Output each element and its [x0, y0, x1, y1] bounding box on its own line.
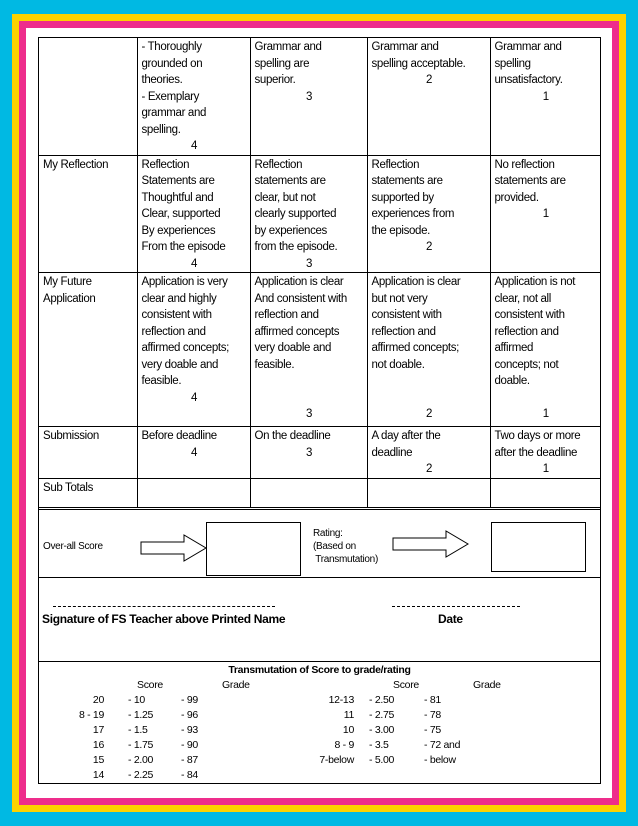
- rubric-cell-text: Statements are: [141, 175, 215, 187]
- criteria-cell: Submission: [39, 427, 137, 479]
- rubric-score: 3: [305, 257, 313, 270]
- transmutation-score: 14: [92, 769, 104, 781]
- rubric-cell-text: Grammar and: [371, 41, 439, 53]
- transmutation-row: [39, 769, 600, 783]
- rubric-score: 1: [542, 463, 549, 475]
- rubric-cell-text: statements are: [494, 175, 566, 187]
- rubric-cell-text: clear, but not: [254, 191, 316, 204]
- rubric-cell-text: clear, not all: [494, 292, 551, 305]
- rubric-cell-text: from the episode.: [254, 241, 338, 253]
- rubric-cell-text: By experiences: [141, 224, 216, 237]
- rubric-cell: [367, 427, 490, 479]
- transmutation-row: [39, 754, 600, 768]
- rubric-row: [39, 273, 600, 427]
- transmutation-score: 12-13: [328, 694, 354, 706]
- rubric-cell: [490, 155, 600, 273]
- date-label: Date: [438, 612, 463, 626]
- rubric-cell-text: Application is not: [494, 276, 576, 288]
- rubric-cell-text: consistent with: [141, 309, 212, 321]
- rubric-cell: [250, 273, 367, 427]
- rubric-cell: [490, 427, 600, 479]
- transmutation-score: 16: [92, 739, 104, 751]
- rubric-cell-text: clear and highly: [141, 292, 217, 305]
- rubric-cell-text: spelling: [494, 57, 531, 70]
- rubric-cell: [490, 273, 600, 427]
- transmutation-score: 10: [342, 724, 354, 736]
- rubric-cell-text: feasible.: [141, 375, 182, 387]
- rubric-cell: [490, 479, 600, 508]
- rubric-score: 1: [542, 90, 549, 103]
- rubric-cell-text: superior.: [254, 74, 296, 86]
- transmutation-rating: - 3.00: [369, 724, 395, 736]
- rubric-cell-text: A day after the: [371, 430, 441, 442]
- rubric-cell-text: reflection and: [141, 325, 206, 338]
- rubric-cell-text: On the deadline: [254, 430, 331, 442]
- rubric-cell-text: supported by: [371, 191, 434, 204]
- rubric-row: [39, 427, 600, 479]
- rubric-cell-text: affirmed concepts;: [141, 342, 229, 354]
- rubric-cell-text: but not very: [371, 292, 428, 305]
- rubric-score: 4: [190, 391, 198, 404]
- rubric-cell: [137, 38, 250, 155]
- rubric-cell-text: spelling are: [254, 57, 310, 70]
- rubric-cell-text: deadline: [371, 446, 413, 459]
- transmutation-score: 17: [92, 724, 104, 736]
- right-grade-header: Grade: [473, 679, 501, 691]
- rubric-score: 2: [425, 241, 433, 253]
- date-line[interactable]: [392, 606, 520, 607]
- transmutation-grade: - 78: [424, 709, 441, 721]
- rubric-cell-text: Application is clear: [254, 276, 344, 288]
- rubric-cell-text: unsatisfactory.: [494, 74, 563, 86]
- transmutation-grade: - 81: [424, 694, 441, 706]
- rubric-cell: [250, 427, 367, 479]
- transmutation-grade: - 84: [181, 769, 198, 781]
- rubric-row: [39, 155, 600, 273]
- transmutation-score: 7-below: [319, 754, 354, 766]
- rubric-cell-text: affirmed concepts;: [371, 342, 459, 354]
- rubric-cell-text: statements are: [254, 175, 326, 187]
- transmutation-rating: - 1.25: [128, 709, 154, 721]
- transmutation-row: [39, 694, 600, 708]
- transmutation-rating: - 1.75: [128, 739, 154, 751]
- transmutation-rating: - 5.00: [369, 754, 395, 766]
- rubric-cell-text: doable.: [494, 375, 530, 387]
- rubric-cell-text: affirmed concepts: [254, 325, 340, 338]
- rubric-cell-text: experiences from: [371, 208, 455, 220]
- rubric-cell: [137, 273, 250, 427]
- rubric-cell-text: statements are: [371, 175, 443, 187]
- transmutation-rating: - 2.00: [128, 754, 154, 766]
- rubric-cell-text: feasible.: [254, 358, 295, 371]
- transmutation-grade: - 87: [181, 754, 198, 766]
- rubric-score: 3: [305, 408, 313, 420]
- transmutation-section: [39, 661, 600, 786]
- rubric-cell-text: reflection and: [371, 325, 436, 338]
- transmutation-rating: - 3.5: [369, 739, 389, 751]
- transmutation-title: Transmutation of Score to grade/rating: [228, 664, 411, 676]
- rubric-table: [39, 38, 600, 508]
- rubric-cell-text: affirmed: [494, 342, 534, 354]
- rubric-cell-text: after the deadline: [494, 446, 578, 459]
- rubric-cell-text: Reflection: [141, 158, 190, 171]
- transmutation-rating: - 10: [128, 694, 145, 706]
- rubric-cell-text: by experiences: [254, 224, 327, 237]
- rubric-cell-text: Two days or more: [494, 430, 581, 442]
- signature-section: [39, 577, 600, 662]
- transmutation-row: [39, 724, 600, 738]
- rubric-cell-text: clearly supported: [254, 208, 337, 220]
- rubric-cell-text: From the episode: [141, 241, 226, 253]
- rubric-cell: [137, 427, 250, 479]
- rubric-score: 1: [542, 408, 549, 420]
- transmutation-score: 20: [92, 694, 104, 706]
- left-grade-header: Grade: [222, 679, 250, 691]
- rubric-cell-text: reflection and: [254, 309, 319, 321]
- rubric-score: 3: [305, 90, 313, 103]
- rubric-cell-text: theories.: [141, 74, 183, 86]
- rubric-cell: [367, 273, 490, 427]
- rubric-cell-text: Before deadline: [141, 430, 217, 442]
- overall-score-section: [39, 509, 600, 578]
- rubric-score: 4: [190, 446, 198, 459]
- rubric-score: 1: [542, 208, 549, 220]
- rubric-cell-text: very doable and: [254, 342, 332, 354]
- rubric-cell-text: reflection and: [494, 325, 559, 338]
- rubric-cell-text: Application is very: [141, 276, 228, 288]
- transmutation-score: 11: [343, 709, 354, 721]
- rubric-cell-text: the episode.: [371, 224, 430, 237]
- transmutation-score: 15: [92, 754, 104, 766]
- transmutation-score: 8 - 19: [78, 709, 104, 721]
- signature-label: Signature of FS Teacher above Printed Name: [42, 612, 286, 626]
- rating-box[interactable]: [491, 522, 586, 572]
- rubric-cell-text: very doable and: [141, 358, 219, 371]
- rubric-cell-text: - Exemplary: [141, 90, 199, 103]
- signature-line[interactable]: [53, 606, 275, 607]
- transmutation-grade: - 72 and: [424, 739, 461, 751]
- rubric-cell-text: grammar and: [141, 107, 207, 119]
- rubric-cell: [367, 155, 490, 273]
- rubric-row: [39, 479, 600, 508]
- rubric-cell-text: provided.: [494, 191, 539, 204]
- rubric-cell-text: grounded on: [141, 57, 203, 70]
- right-arrow-icon: [392, 529, 470, 559]
- rubric-cell-text: spelling acceptable.: [371, 57, 466, 70]
- left-score-header: Score: [137, 679, 163, 691]
- rubric-score: 2: [425, 463, 433, 475]
- transmutation-row: [39, 709, 600, 723]
- rubric-cell-text: Reflection: [371, 158, 420, 171]
- criteria-cell: [39, 38, 137, 155]
- rubric-cell-text: consistent with: [371, 309, 442, 321]
- rubric-cell: [137, 155, 250, 273]
- rubric-row: [39, 38, 600, 155]
- transmutation-grade: - 93: [181, 724, 198, 736]
- transmutation-grade: - below: [424, 754, 456, 766]
- rubric-cell: [250, 155, 367, 273]
- rubric-cell-text: No reflection: [494, 158, 555, 171]
- transmutation-grade: - 75: [424, 724, 441, 736]
- right-arrow-icon: [140, 533, 208, 563]
- rubric-cell: [490, 38, 600, 155]
- rubric-score: 2: [425, 74, 433, 86]
- criteria-cell: Sub Totals: [39, 479, 137, 508]
- transmutation-score: 8 - 9: [334, 739, 354, 751]
- rubric-cell: [367, 38, 490, 155]
- rubric-score: 3: [305, 446, 313, 459]
- rubric-cell: [367, 479, 490, 508]
- rubric-cell-text: Application is clear: [371, 276, 461, 288]
- transmutation-grade: - 96: [181, 709, 198, 721]
- overall-score-label: Over-all Score: [43, 541, 103, 552]
- rubric-cell-text: Grammar and: [254, 41, 322, 53]
- rubric-cell: [250, 479, 367, 508]
- rubric-cell: [137, 479, 250, 508]
- rubric-cell-text: - Thoroughly: [141, 41, 202, 53]
- rubric-cell-text: Grammar and: [494, 41, 562, 53]
- rubric-cell-text: Thoughtful and: [141, 191, 214, 204]
- rubric-document: [38, 37, 601, 784]
- rubric-cell-text: Clear, supported: [141, 208, 221, 220]
- rubric-cell-text: concepts; not: [494, 358, 559, 371]
- rubric-score: 4: [190, 140, 198, 152]
- rubric-cell-text: And consistent with: [254, 292, 347, 305]
- rubric-score: 4: [190, 257, 198, 270]
- right-score-header: Score: [393, 679, 419, 691]
- transmutation-rating: - 1.5: [128, 724, 148, 736]
- criteria-cell: My Future Application: [39, 273, 137, 427]
- overall-score-box[interactable]: [206, 522, 301, 576]
- rubric-cell-text: consistent with: [494, 309, 565, 321]
- rubric-cell-text: spelling.: [141, 123, 181, 136]
- rubric-score: 2: [425, 408, 433, 420]
- rating-label: Rating: (Based on Transmutation): [313, 528, 378, 565]
- criteria-cell: My Reflection: [39, 155, 137, 273]
- transmutation-rating: - 2.50: [369, 694, 395, 706]
- transmutation-grade: - 90: [181, 739, 198, 751]
- rubric-cell-text: Reflection: [254, 158, 303, 171]
- rubric-cell-text: not doable.: [371, 358, 425, 371]
- rubric-cell: [250, 38, 367, 155]
- transmutation-grade: - 99: [181, 694, 198, 706]
- transmutation-row: [39, 739, 600, 753]
- transmutation-rating: - 2.75: [369, 709, 395, 721]
- transmutation-rating: - 2.25: [128, 769, 154, 781]
